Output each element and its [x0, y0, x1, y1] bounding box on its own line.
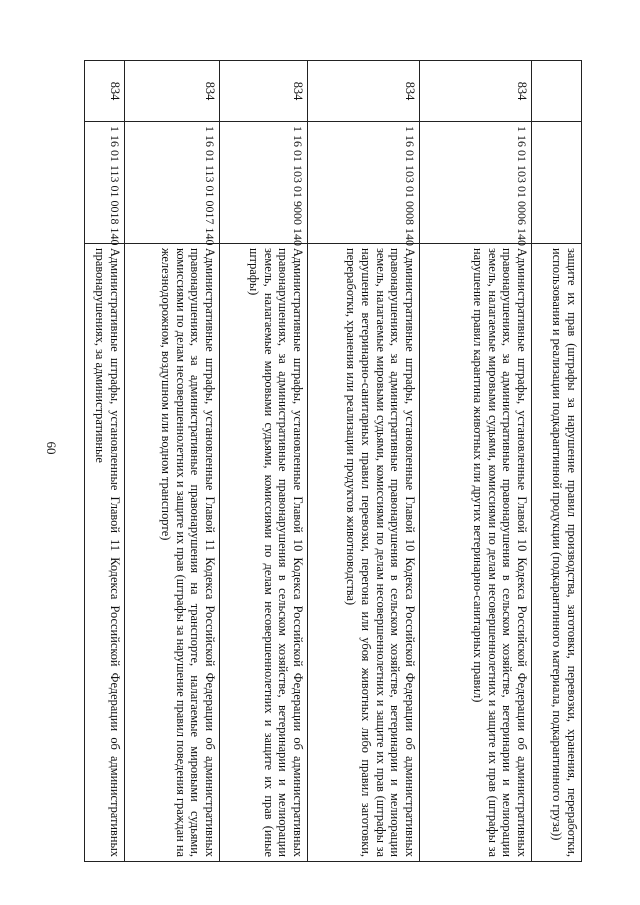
table-row [532, 61, 582, 862]
classification-code-cell: 1 16 01 113 01 0017 140 [125, 122, 220, 244]
rotated-table-page [85, 60, 582, 862]
table-row [85, 61, 125, 862]
admin-code-cell: 834 [308, 61, 420, 122]
table-row [125, 61, 220, 862]
revenue-name-cell: Административные штрафы, установленные Главой 10 Кодекса Российской Федерации об административных правонарушениях, за административные правонарушения в сельском хозяйстве, ветеринарии и мелиорации земель, налагаемые мировыми судьями, комиссиями по делам несовершеннолетних и защите их прав (штрафы за нарушение правил карантина животных или других ветеринарно-санитарных правил) [420, 244, 532, 862]
budget-classification-table [84, 60, 582, 862]
revenue-name-cell: защите их прав (штрафы за нарушение правил производства, заготовки, перевозки, хранения, переработки, использования и реализации подкарантинной продукции (подкарантинного материала, подкарантинного груза)) [532, 244, 582, 862]
revenue-name-cell: Административные штрафы, установленные Главой 11 Кодекса Российской Федерации об административных правонарушениях, за административные [85, 244, 125, 862]
admin-code-cell: 834 [420, 61, 532, 122]
revenue-name-cell: Административные штрафы, установленные Главой 11 Кодекса Российской Федерации об административных правонарушениях, за административные правонарушения на транспорте, налагаемые мировыми судьями, комиссиями по делам несовершеннолетних и защите их прав (штрафы за нарушение правил поведения граждан на железнодорожном, воздушном или водном транспорте) [125, 244, 220, 862]
table-row [420, 61, 532, 862]
admin-code-cell [532, 61, 582, 122]
page-number: 60 [44, 441, 59, 455]
classification-code-cell: 1 16 01 113 01 0018 140 [85, 122, 125, 244]
admin-code-cell: 834 [220, 61, 308, 122]
classification-code-cell [532, 122, 582, 244]
classification-code-cell: 1 16 01 103 01 0008 140 [308, 122, 420, 244]
table-row [308, 61, 420, 862]
rotated-table-container [85, 60, 582, 862]
revenue-name-cell: Административные штрафы, установленные Главой 10 Кодекса Российской Федерации об административных правонарушениях, за административные правонарушения в сельском хозяйстве, ветеринарии и мелиорации земель, налагаемые мировыми судьями, комиссиями по делам несовершеннолетних и защите их прав (штрафы за нарушение ветеринарно-санитарных правил перевозки, перегона или убоя животных либо правил заготовки, переработки, хранения или реализации продуктов животноводства) [308, 244, 420, 862]
table-row [220, 61, 308, 862]
admin-code-cell: 834 [85, 61, 125, 122]
classification-code-cell: 1 16 01 103 01 0006 140 [420, 122, 532, 244]
admin-code-cell: 834 [125, 61, 220, 122]
revenue-name-cell: Административные штрафы, установленные Главой 10 Кодекса Российской Федерации об административных правонарушениях, за административные правонарушения в сельском хозяйстве, ветеринарии и мелиорации земель, налагаемые мировыми судьями, комиссиями по делам несовершеннолетних и защите их прав (иные штрафы) [220, 244, 308, 862]
classification-code-cell: 1 16 01 103 01 9000 140 [220, 122, 308, 244]
